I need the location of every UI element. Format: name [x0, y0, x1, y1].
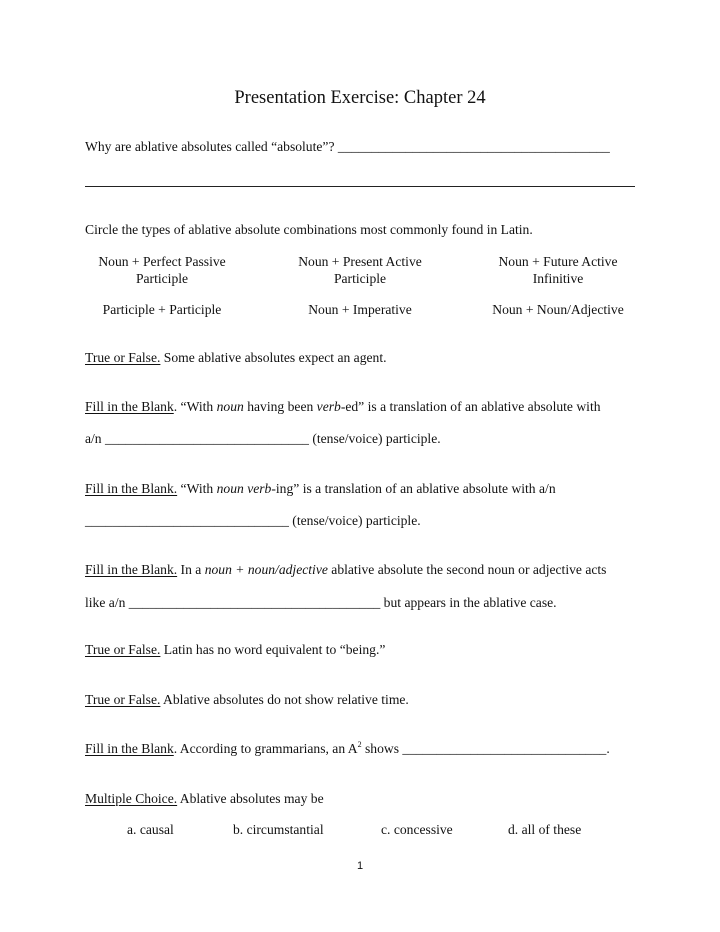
question-fb-perfect-line2: [85, 431, 441, 447]
question-text: Why are ablative absolutes called “absolute”?: [85, 139, 335, 154]
question-type-label: Fill in the Blank.: [85, 562, 178, 577]
question-type-label: Fill in the Blank: [85, 399, 174, 414]
page-title: Presentation Exercise: Chapter 24: [234, 88, 486, 108]
question-fb-noun-adjective-line2: [85, 595, 557, 611]
question-fb-perfect: [85, 399, 601, 415]
option-line: Participle: [333, 271, 387, 286]
question-tf-agent: [85, 350, 387, 366]
question-text: Latin has no word equivalent to “being.”: [160, 642, 386, 657]
question-text: having been: [243, 399, 317, 414]
question-text: Ablative absolutes may be: [177, 791, 324, 806]
choice-b[interactable]: b. circumstantial: [233, 822, 324, 837]
question-text-italic: verb: [316, 399, 341, 414]
question-text: Ablative absolutes do not show relative time.: [160, 692, 409, 707]
question-text: “With: [177, 481, 217, 496]
option-line: Noun + Perfect Passive: [98, 254, 226, 269]
question-fb-grammarians: [85, 741, 610, 757]
answer-line[interactable]: [85, 186, 635, 187]
choice-a[interactable]: a. causal: [127, 822, 174, 837]
answer-blank[interactable]: _____________________________________: [128, 595, 381, 610]
question-text: but appears in the ablative case.: [380, 595, 557, 610]
question-text-italic: noun: [216, 399, 244, 414]
question-text: (tense/voice) participle.: [288, 513, 421, 528]
answer-blank[interactable]: ______________________________: [402, 741, 607, 756]
question-text: shows: [361, 741, 403, 756]
question-why-absolute: [85, 139, 610, 155]
question-fb-present: [85, 481, 556, 497]
question-type-label: True or False.: [85, 692, 161, 707]
choice-c[interactable]: c. concessive: [381, 822, 453, 837]
question-text: ablative absolute the second noun or adjective acts: [327, 562, 607, 577]
option-line: Noun + Present Active: [298, 254, 422, 269]
question-text: like a/n: [85, 595, 129, 610]
question-tf-being: [85, 642, 385, 658]
question-fb-noun-adjective: [85, 562, 606, 578]
question-text: In a: [177, 562, 205, 577]
question-type-label: Multiple Choice.: [85, 791, 178, 806]
question-type-label: Fill in the Blank: [85, 741, 174, 756]
option-line: Noun + Imperative: [308, 302, 412, 317]
option-line: Noun + Future Active: [498, 254, 618, 269]
question-text: . According to grammarians, an A: [173, 741, 358, 756]
question-type-label: Fill in the Blank.: [85, 481, 178, 496]
question-text: Some ablative absolutes expect an agent.: [160, 350, 387, 365]
circle-prompt: Circle the types of ablative absolute combinations most commonly found in Latin.: [85, 222, 533, 237]
question-type-label: True or False.: [85, 350, 161, 365]
answer-blank[interactable]: ______________________________: [85, 513, 289, 528]
question-text: -ed” is a translation of an ablative absolute with: [340, 399, 601, 414]
question-tf-relative-time: [85, 692, 409, 708]
question-text: (tense/voice) participle.: [308, 431, 441, 446]
option-noun-present-active[interactable]: [275, 253, 445, 287]
question-text-italic: noun verb: [216, 481, 272, 496]
option-line: Infinitive: [532, 271, 584, 286]
option-line: Noun + Noun/Adjective: [492, 302, 624, 317]
option-line: Participle: [135, 271, 189, 286]
option-noun-imperative[interactable]: [275, 301, 445, 318]
question-text: . “With: [173, 399, 217, 414]
answer-blank[interactable]: ________________________________________: [337, 139, 610, 154]
question-text: a/n: [85, 431, 106, 446]
option-participle-participle[interactable]: [77, 301, 247, 318]
superscript: 2: [357, 740, 362, 749]
question-type-label: True or False.: [85, 642, 161, 657]
option-noun-perfect-passive[interactable]: [77, 253, 247, 287]
page-number: 1: [356, 860, 364, 872]
option-line: Participle + Participle: [102, 302, 222, 317]
question-text: -ing” is a translation of an ablative absolute with a/n: [271, 481, 556, 496]
option-noun-future-active[interactable]: [473, 253, 643, 287]
answer-blank[interactable]: ______________________________: [105, 431, 309, 446]
question-mc: [85, 791, 324, 807]
option-noun-noun-adjective[interactable]: [473, 301, 643, 318]
question-text-italic: noun + noun/adjective: [204, 562, 328, 577]
question-fb-present-line2: [85, 513, 421, 529]
question-text: .: [606, 741, 610, 756]
choice-d[interactable]: d. all of these: [508, 822, 582, 837]
